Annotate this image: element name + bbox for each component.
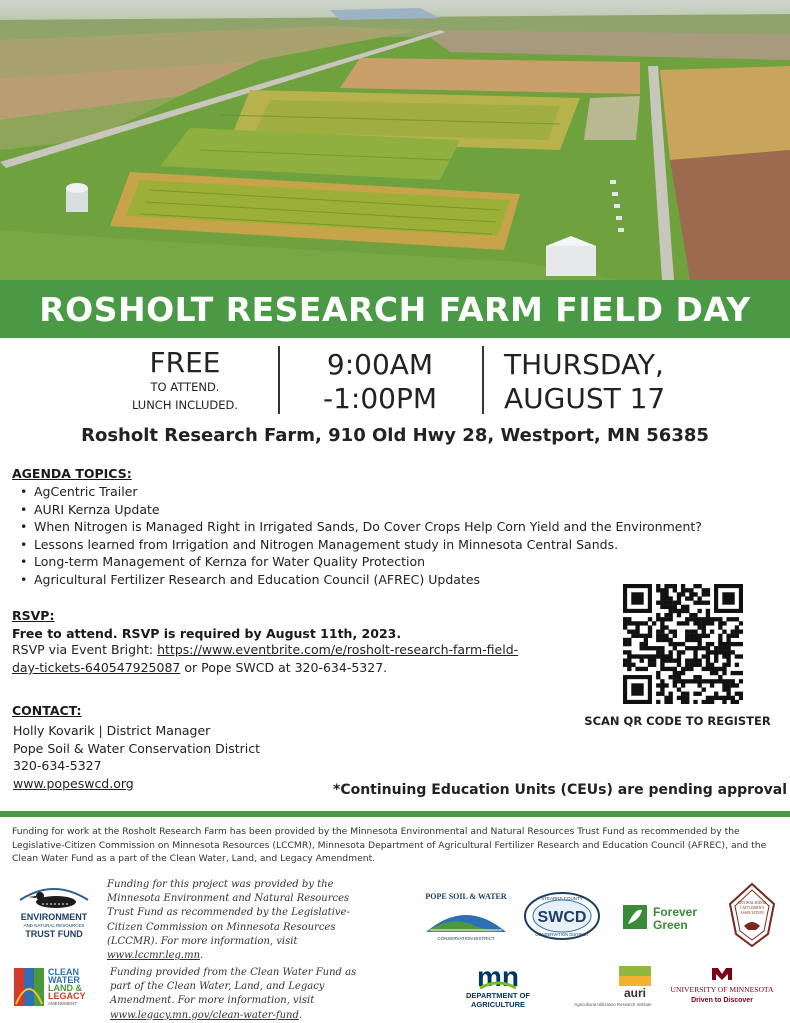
clean-water-line1: CLEAN (48, 967, 79, 977)
clean-water-land-legacy-icon (12, 964, 102, 1010)
stearns-swcd-logo (523, 891, 601, 941)
auri-icon (565, 964, 657, 1008)
swcd-main: SWCD (537, 909, 587, 926)
crra-line3: ASSOCIATION (740, 911, 764, 915)
pope-swcd-bottom: CONSERVATION DISTRICT (437, 936, 495, 941)
date-block (504, 348, 704, 416)
event-info-row (0, 344, 790, 418)
clean-water-line3: LAND & (48, 983, 82, 993)
divider-bar (482, 346, 484, 414)
forever-green-logo (622, 902, 706, 932)
time-block (300, 348, 460, 416)
auri-mark: auri (623, 986, 647, 1000)
event-day: THURSDAY, (504, 348, 664, 381)
mn-dept-agriculture-logo (452, 960, 544, 1010)
aerial-farm-illustration (0, 0, 790, 280)
lccmr-link[interactable]: www.lccmr.leg.mn (107, 950, 201, 962)
free-note-2: LUNCH INCLUDED. (131, 398, 239, 412)
auri-line1: Agricultural Utilization Research Institute (574, 1002, 652, 1007)
trust-fund-line1: ENVIRONMENT (20, 912, 88, 922)
mda-line1: DEPARTMENT OF (465, 991, 531, 1000)
agenda-heading: AGENDA TOPICS: (12, 466, 132, 481)
agenda-list (12, 483, 732, 588)
swcd-top: STEARNS COUNTY (541, 896, 583, 901)
end-time: -1:00PM (322, 382, 438, 415)
title-banner (0, 280, 790, 338)
event-date: AUGUST 17 (504, 382, 666, 415)
clean-water-link[interactable]: www.legacy.mn.gov/clean-water-fund (110, 1009, 299, 1021)
register-qr-code[interactable] (623, 584, 743, 704)
pope-swcd-top: POPE SOIL & WATER (425, 892, 507, 901)
clean-water-line2: WATER (48, 975, 80, 985)
clean-water-logo (12, 964, 102, 1010)
loon-icon (12, 880, 96, 942)
page-title: ROSHOLT RESEARCH FARM FIELD DAY (39, 289, 751, 329)
list-item: • Long-term Management of Kernza for Water Quality Protection (12, 553, 732, 571)
rsvp-line-1 (12, 641, 572, 659)
umn-block-m-icon (666, 964, 778, 1008)
list-item: • AURI Kernza Update (12, 501, 732, 519)
swcd-bottom: CONSERVATION DISTRICT (535, 932, 589, 937)
trust-fund-logo (12, 880, 96, 942)
rsvp-section (12, 608, 572, 677)
trust-fund-credit: Funding for this project was provided by the Minnesota Environment and Natural Resources Trust Fund as recommended by the Legislative-Citizen Commission on Minnesota Resources (LCCMR). For more information, visit www.lccmr.leg.mn. (107, 879, 350, 962)
list-item: • Lessons learned from Irrigation and Nitrogen Management study in Minnesota Central Sands. (12, 536, 732, 554)
funding-statement: Funding for work at the Rosholt Research Farm has been provided by the Minnesota Environmental and Natural Resources Trust Fund as recommended by the Legislative-Citizen Commission on Minnesota Resources (LCCMR), Minnesota Department of Agricultural Fertilizer Research and Education Council (AFREC), and the Clean Water Fund as a part of the Clean Water, Land, and Legacy Amendment. (12, 826, 767, 864)
cattlemens-association-logo (726, 882, 778, 948)
qr-code-graphic (623, 584, 743, 704)
list-item: • AgCentric Trailer (12, 483, 732, 501)
rsvp-line-2 (12, 659, 572, 677)
rsvp-prefix: RSVP via Event Bright: (12, 642, 158, 657)
crra-line2: CATTLEMEN'S (739, 906, 765, 910)
forever-green-line1: Forever (653, 905, 698, 919)
mn-agriculture-icon (452, 960, 544, 1010)
price-block (110, 348, 260, 414)
green-divider (0, 811, 790, 817)
free-label: FREE (149, 346, 221, 379)
agenda-section (12, 466, 732, 588)
rsvp-suffix: or Pope SWCD at 320-634-5327. (180, 660, 388, 675)
crra-line1: CENTRAL RIDGE (737, 901, 767, 905)
arrowhead-icon (726, 882, 778, 948)
auri-logo (565, 964, 657, 1008)
rsvp-heading: RSVP: (12, 608, 55, 623)
event-address: Rosholt Research Farm, 910 Old Hwy 28, Westport, MN 56385 (81, 425, 709, 446)
pope-swcd-icon (420, 890, 512, 942)
forever-green-icon (622, 902, 706, 932)
ceu-note: *Continuing Education Units (CEUs) are pending approval (333, 782, 788, 798)
contact-name: Holly Kovarik | District Manager (13, 723, 211, 738)
umn-line1: UNIVERSITY OF MINNESOTA (670, 985, 774, 994)
umn-logo (666, 964, 778, 1008)
contact-org: Pope Soil & Water Conservation District (13, 740, 260, 756)
eventbrite-link-cont[interactable]: day-tickets-640547925087 (12, 660, 181, 675)
contact-phone: 320-634-5327 (13, 758, 102, 773)
contact-section (12, 703, 332, 792)
mda-line2: AGRICULTURE (470, 1000, 526, 1009)
forever-green-line2: Green (653, 918, 688, 932)
umn-line2: Driven to Discover (691, 997, 753, 1004)
contact-heading: CONTACT: (12, 703, 82, 718)
list-item: • Agricultural Fertilizer Research and Education Council (AFREC) Updates (12, 571, 732, 589)
swcd-oval-icon (523, 891, 601, 941)
clean-water-line5: AMENDMENT (48, 1001, 77, 1006)
trust-fund-line2: AND NATURAL RESOURCES (23, 923, 85, 928)
eventbrite-link[interactable]: https://www.eventbrite.com/e/rosholt-research-farm-field- (157, 642, 519, 657)
start-time: 9:00AM (326, 348, 434, 381)
list-item: • When Nitrogen is Managed Right in Irrigated Sands, Do Cover Crops Help Corn Yield and the Environment? (12, 518, 732, 536)
clean-water-line4: LEGACY (48, 991, 86, 1001)
trust-fund-line3: TRUST FUND (25, 929, 83, 939)
hero-aerial-photo (0, 0, 790, 280)
pope-swcd-logo (420, 890, 512, 942)
contact-website-link[interactable]: www.popeswcd.org (13, 775, 134, 791)
divider-bar (278, 346, 280, 414)
mda-mark: mn (477, 961, 519, 992)
clean-water-credit: Funding provided from the Clean Water Fund as part of the Clean Water, Land, and Legacy Amendment. For more information, visit www.legacy.mn.gov/clean-water-fund. (110, 967, 357, 1021)
rsvp-deadline: Free to attend. RSVP is required by August 11th, 2023. (12, 626, 402, 641)
free-note-1: TO ATTEND. (150, 380, 220, 394)
qr-caption: SCAN QR CODE TO REGISTER (584, 714, 771, 728)
